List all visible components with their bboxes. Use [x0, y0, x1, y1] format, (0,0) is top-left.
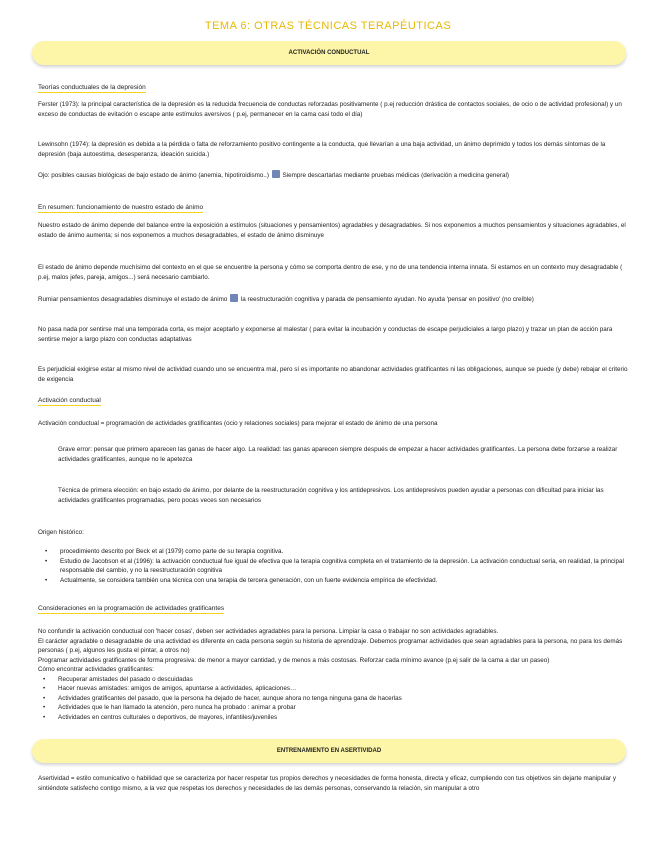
- consideraciones-block: [38, 627, 628, 722]
- section-title-consideraciones: Consideraciones en la programación de actividades gratificantes: [38, 605, 225, 612]
- arrow-right-icon: [230, 294, 238, 302]
- paragraph-definicion: Activación conductual = programación de actividades gratificantes (ocio y relaciones sociales) para mejorar el estado de ánimo de una persona: [38, 420, 438, 427]
- consideracion-line: Cómo encontrar actividades gratificantes:: [38, 666, 154, 673]
- paragraph-rumiar-text-b: la reestructuración cognitiva y parada de pensamiento ayudan. No ayuda 'pensar en positivo' (no creíble): [240, 296, 534, 303]
- actividades-list: [38, 675, 628, 723]
- banner-asertividad: ENTRENAMIENTO EN ASERTIVIDAD: [32, 739, 626, 763]
- paragraph-ojo-text-a: Ojo: posibles causas biológicas de bajo estado de ánimo (anemia, hipotiroidismo..): [38, 172, 270, 179]
- section-title-activacion: Activación conductual: [38, 397, 101, 404]
- paragraph-balance: Nuestro estado de ánimo depende del balance entre la exposición a estímulos (situaciones y pensamientos) agradables y desagradables. Si nos exponemos a muchos pensamientos y situaciones agradables, el estado de ánimo aumenta; si nos exponemos a muchos desagradables, el estado de ánimo disminuye: [38, 222, 626, 239]
- list-item: • Actividades en centros culturales o deportivos, de mayores, infantiles/juveniles: [38, 713, 628, 723]
- list-item: • procedimiento descrito por Beck et al (1979) como parte de su terapia cognitiva.: [40, 547, 630, 557]
- paragraph-grave-error: Grave error: pensar que primero aparecen las ganas de hacer algo. La realidad: las ganas aparecen siempre después de empezar a hacer actividades gratificantes. La persona debe forzarse a realizar actividades gratificantes, aunque no le apetezca: [58, 446, 618, 463]
- section-title-teorias: Teorías conductuales de la depresión: [38, 84, 146, 91]
- consideracion-line: No confundir la activación conductual con 'hacer cosas', deben ser actividades agradables para la persona. Limpiar la casa o trabajar no son actividades agradables.: [38, 628, 499, 635]
- origin-label: Origen histórico:: [38, 529, 84, 536]
- paragraph-perjudicial: Es perjudicial exigirse estar al mismo nivel de actividad cuando uno se encuentra mal, pero sí es importante no abandonar actividades gratificantes ni las obligaciones, aunque se puede (y debe) rebajar el criterio de exigencia: [38, 366, 628, 383]
- list-item: • Actividades gratificantes del pasado, que la persona ha dejado de hacer, aunque ahora no tenga ninguna gana de hacerlas: [38, 694, 628, 704]
- paragraph-asertividad: Asertividad = estilo comunicativo o habilidad que se caracteriza por hacer respetar tus propios derechos y necesidades de forma honesta, directa y eficaz, cumpliendo con tus objetivos sin dejarte manipular y sintiéndote satisfecho contigo mismo, a la vez que respetas los derechos y necesidades de las demás personas, conservando la relación, sin manipular a otro: [38, 775, 617, 792]
- paragraph-rumiar-text-a: Rumiar pensamientos desagradables disminuye el estado de ánimo: [38, 296, 228, 303]
- list-item: • Estudio de Jacobson et al (1996): la activación conductual fue igual de efectiva que la terapia cognitiva completa en el tratamiento de la depresión. La activación conductual sería, en realidad, la principal responsable del cambio, y no la reestructuración cognitiva: [40, 557, 630, 576]
- list-item: • Actividades que le han llamado la atención, pero nunca ha probado : animar a probar: [38, 703, 628, 713]
- list-item: • Hacer nuevas amistades: amigos de amigos, apuntarse a actividades, aplicaciones…: [38, 684, 628, 694]
- consideracion-line: Programar actividades gratificantes de forma progresiva: de menor a mayor cantidad, y de menos a más costosas. Reforzar cada mínimo avance (p.ej salir de la cama a dar un paseo): [38, 656, 550, 664]
- paragraph-no-pasa-nada: No pasa nada por sentirse mal una temporada corta, es mejor aceptarlo y exponerse al malestar ( para evitar la incubación y conductas de escape perjudiciales a largo plazo) y trazar un plan de acción para sentirse mejor a largo plazo con conductas adaptativas: [38, 326, 613, 343]
- paragraph-ojo-text-b: Siempre descartarlas mediante pruebas médicas (derivación a medicina general): [282, 172, 509, 179]
- list-item: • Actualmente, se considera también una técnica con una terapia de tercera generación, con un fuerte evidencia empírica de efectividad.: [40, 576, 630, 586]
- paragraph-primera-eleccion: Técnica de primera elección: en bajo estado de ánimo, por delante de la reestructuración cognitiva y los antidepresivos. Los antidepresivos pueden ayudar a personas con dificultad para iniciar las actividades gratificantes programadas, pero pocas veces son necesarios: [58, 487, 604, 504]
- paragraph-ojo: [38, 170, 628, 181]
- banner-activacion: ACTIVACIÓN CONDUCTUAL: [32, 41, 626, 65]
- paragraph-ferster: Ferster (1973): la principal característica de la depresión es la reducida frecuencia de conductas reforzadas positivamente ( p.ej reducción drástica de contactos sociales, de ocio o de actividad profesional) y un exceso de conductas de evitación o escape ante estímulos aversivos ( p.ej, permanecer en la cama casi todo el día): [38, 101, 622, 118]
- paragraph-rumiar: [38, 294, 628, 305]
- list-item: • Recuperar amistades del pasado o descuidadas: [38, 675, 628, 685]
- paragraph-lewinsohn: Lewinsohn (1974): la depresión es debida a la pérdida o falta de reforzamiento positivo contingente a la conducta, que llevarían a una baja actividad, un ánimo deprimido y todos los demás síntomas de la depresión (baja autoestima, desesperanza, ideación suicida.): [38, 141, 606, 158]
- consideracion-line: El carácter agradable o desagradable de una actividad es diferente en cada persona según su historia de aprendizaje. Debemos programar actividades que sean agradables para la persona, no para los demás personas ( p.ej, algunos les gusta el pintar, a otros no): [38, 637, 623, 654]
- paragraph-contexto: El estado de ánimo depende muchísimo del contexto en el que se encuentre la persona y cómo se comporta dentro de ese, y no de una tendencia interna innata. Si estamos en un contexto muy desagradable ( p.ej, malos jefes, pareja, amigos...) será necesario cambiarlo.: [38, 264, 623, 281]
- section-title-resumen: En resumen: funcionamiento de nuestro estado de ánimo: [38, 204, 204, 211]
- origin-list: [40, 547, 630, 585]
- arrow-right-icon: [272, 170, 280, 178]
- page-title: TEMA 6: OTRAS TÉCNICAS TERAPÉUTICAS: [204, 20, 452, 32]
